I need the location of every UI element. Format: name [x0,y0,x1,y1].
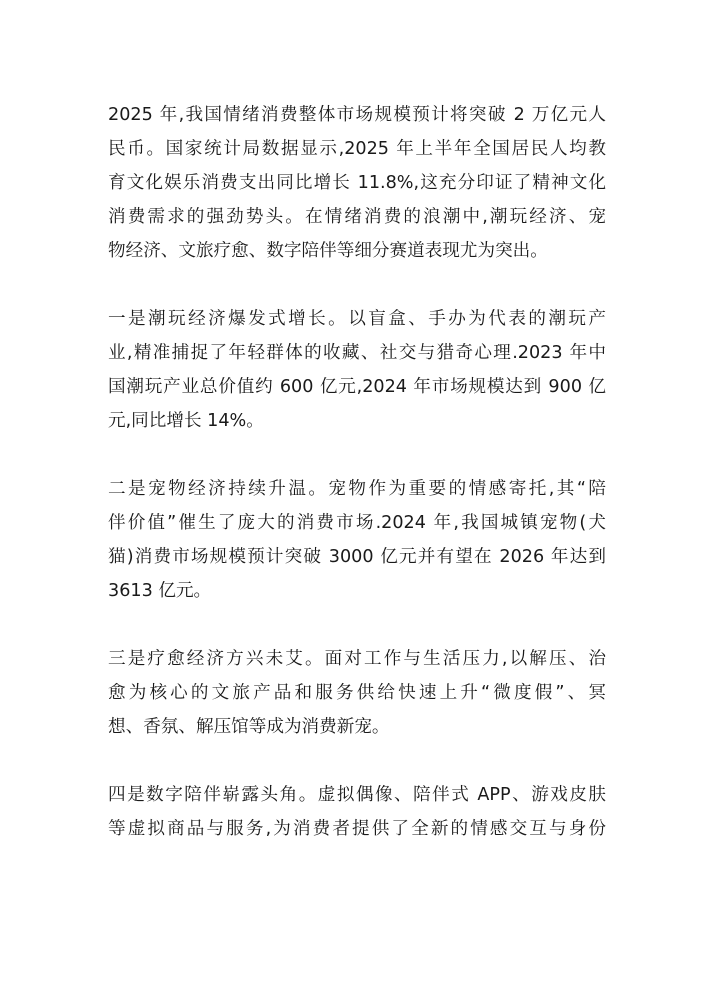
text-line: 业,精准捕捉了年轻群体的收藏、社交与猎奇心理.2023 年中 [108,343,606,363]
text-line: 育文化娱乐消费支出同比增长 11.8%,这充分印证了精神文化 [108,173,606,193]
text-line: 2025 年,我国情绪消费整体市场规模预计将突破 2 万亿元人 [108,105,606,125]
text-line: 猫)消费市场规模预计突破 3000 亿元并有望在 2026 年达到 [108,547,606,567]
text-line: 伴价值”催生了庞大的消费市场.2024 年,我国城镇宠物(犬 [108,513,606,533]
text-line: 国潮玩产业总价值约 600 亿元,2024 年市场规模达到 900 亿 [108,377,606,397]
text-line: 愈为核心的文旅产品和服务供给快速上升“微度假”、冥 [108,683,606,703]
text-line: 消费需求的强劲势头。在情绪消费的浪潮中,潮玩经济、宠 [108,207,606,227]
text-line: 民币。国家统计局数据显示,2025 年上半年全国居民人均教 [108,139,606,159]
text-line: 三是疗愈经济方兴未艾。面对工作与生活压力,以解压、治 [108,649,606,669]
text-line: 四是数字陪伴崭露头角。虚拟偶像、陪伴式 APP、游戏皮肤 [108,785,606,805]
paragraph-pet-economy [108,472,606,608]
text-line: 元,同比增长 14%。 [108,411,264,431]
paragraph-digital-companion [108,778,606,846]
text-line: 物经济、文旅疗愈、数字陪伴等细分赛道表现尤为突出。 [108,241,548,261]
text-line: 等虚拟商品与服务,为消费者提供了全新的情感交互与身份 [108,819,606,839]
paragraph-trendy-toys [108,302,606,438]
text-line: 一是潮玩经济爆发式增长。以盲盒、手办为代表的潮玩产 [108,309,606,329]
text-line: 3613 亿元。 [108,581,212,601]
text-line: 二是宠物经济持续升温。宠物作为重要的情感寄托,其“陪 [108,479,606,499]
text-line: 想、香氛、解压馆等成为消费新宠。 [108,717,390,737]
paragraph-intro [108,98,606,268]
paragraph-healing-economy [108,642,606,744]
document-page [108,98,606,880]
